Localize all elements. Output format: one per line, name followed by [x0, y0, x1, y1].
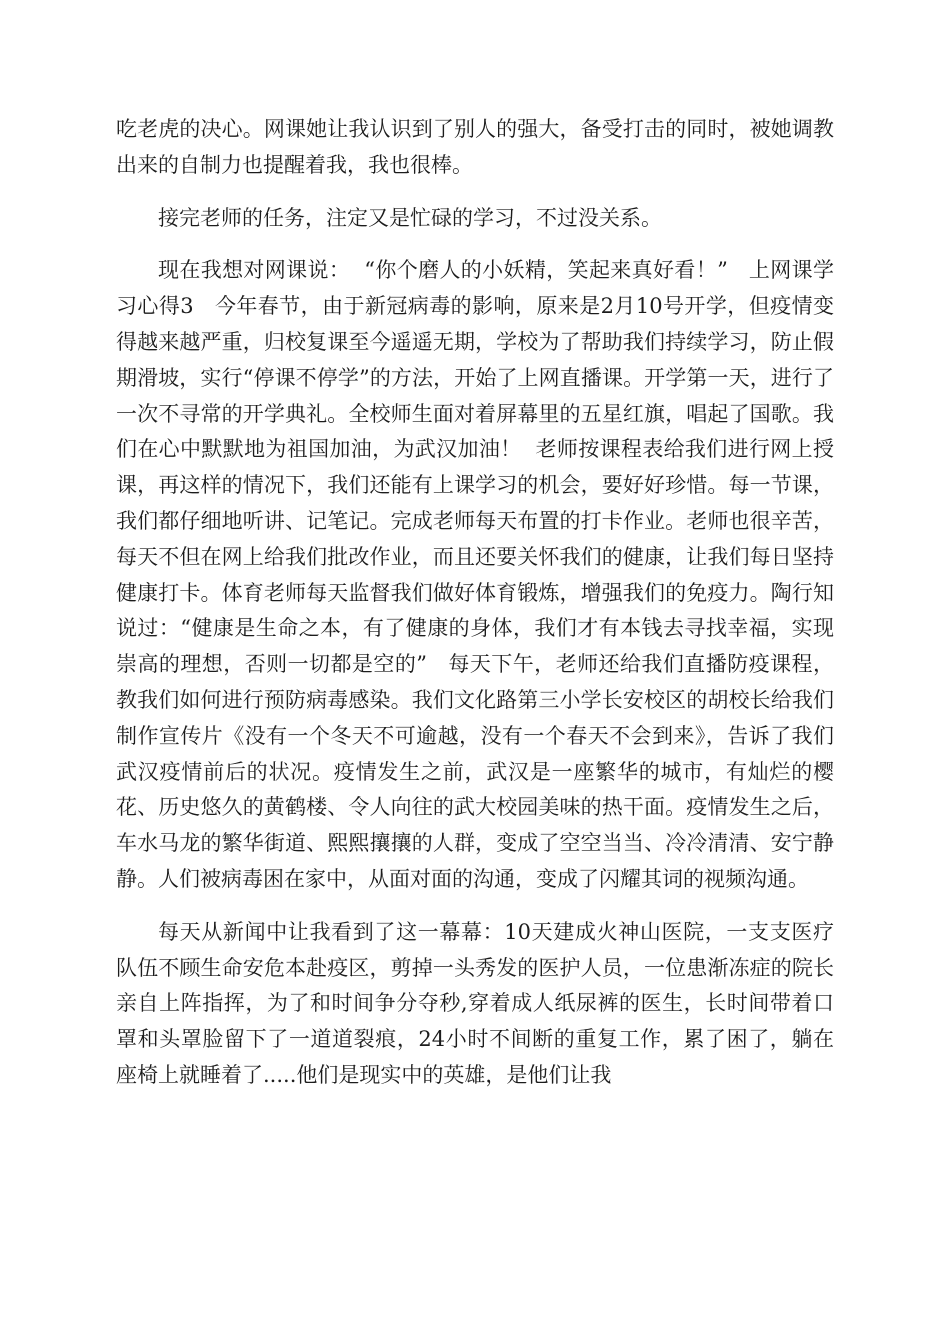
- paragraph-continuation: 吃老虎的决心。网课她让我认识到了别人的强大，备受打击的同时，被她调教出来的自制力也提醒着我，我也很棒。: [116, 117, 834, 177]
- paragraph-task: 接完老师的任务，注定又是忙碌的学习，不过没关系。: [158, 205, 662, 230]
- document-body: [116, 112, 834, 1094]
- paragraph-online-class: 现在我想对网课说： “你个磨人的小妖精，笑起来真好看！” 上网课学习心得3 今年春节，由于新冠病毒的影响，原来是2月10号开学，但疫情变得越来越严重，归校复课至今遥遥无期，学校为了帮助我们持续学习，防止假期滑坡，实行“停课不停学”的方法，开始了上网直播课。开学第一天，进行了一次不寻常的开学典礼。全校师生面对着屏幕里的五星红旗，唱起了国歌。我们在心中默默地为祖国加油，为武汉加油！ 老师按课程表给我们进行网上授课，再这样的情况下，我们还能有上课学习的机会，要好好珍惜。每一节课，我们都仔细地听讲、记笔记。完成老师每天布置的打卡作业。老师也很辛苦，每天不但在网上给我们批改作业，而且还要关怀我们的健康，让我们每日坚持健康打卡。体育老师每天监督我们做好体育锻炼，增强我们的免疫力。陶行知说过：“健康是生命之本，有了健康的身体，我们才有本钱去寻找幸福，实现崇高的理想，否则一切都是空的” 每天下午，老师还给我们直播防疫课程，教我们如何进行预防病毒感染。我们文化路第三小学长安校区的胡校长给我们制作宣传片《没有一个冬天不可逾越，没有一个春天不会到来》，告诉了我们武汉疫情前后的状况。疫情发生之前，武汉是一座繁华的城市，有灿烂的樱花、历史悠久的黄鹤楼、令人向往的武大校园美味的热干面。疫情发生之后，车水马龙的繁华街道、熙熙攘攘的人群，变成了空空当当、冷冷清清、安宁静静。人们被病毒困在家中，从面对面的沟通，变成了闪耀其词的视频沟通。: [116, 258, 834, 891]
- paragraph-news: 每天从新闻中让我看到了这一幕幕：10天建成火神山医院，一支支医疗队伍不顾生命安危本赴疫区，剪掉一头秀发的医护人员，一位患渐冻症的院长亲自上阵指挥，为了和时间争分夺秒,穿着成人纸尿裤的医生，长时间带着口罩和头罩脸留下了一道道裂痕，24小时不间断的重复工作，累了困了，躺在座椅上就睡着了.....他们是现实中的英雄，是他们让我: [116, 919, 834, 1087]
